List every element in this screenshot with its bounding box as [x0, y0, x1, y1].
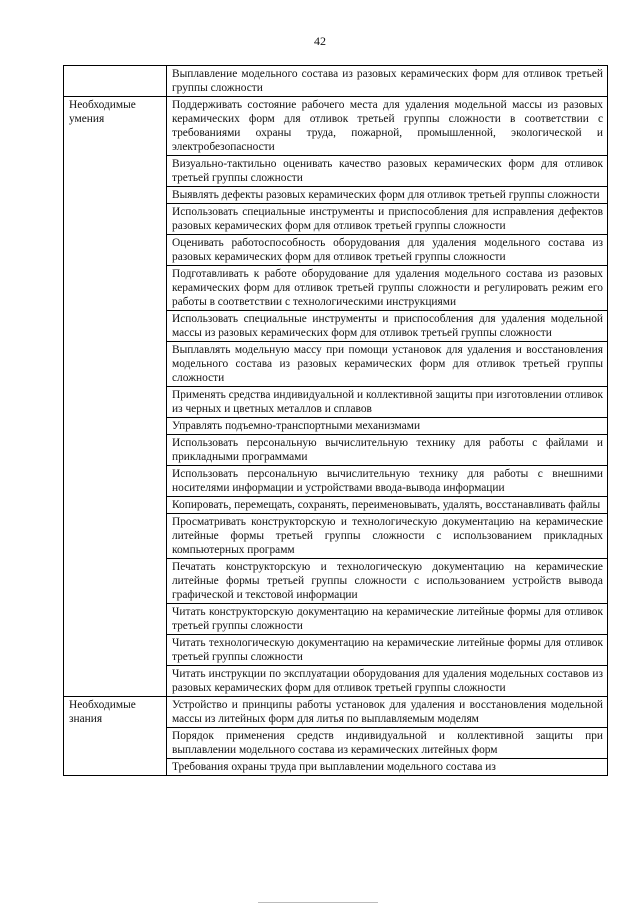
requirement-text: Требования охраны труда при выплавлении модельного состава из	[167, 759, 608, 776]
requirement-text: Выплавлять модельную массу при помощи установок для удаления и восстановления модельного состава из разовых керамических форм для отливок третьей группы сложности	[167, 342, 608, 387]
requirement-text: Использовать персональную вычислительную технику для работы с внешними носителями информации и устройствами ввода-вывода информации	[167, 466, 608, 497]
requirement-text: Использовать персональную вычислительную технику для работы с файлами и прикладными программами	[167, 435, 608, 466]
requirement-text: Подготавливать к работе оборудование для удаления модельного состава из разовых керамических форм для отливок третьей группы сложности и регулировать режим его работы в соответствии с технологическими инструкциями	[167, 266, 608, 311]
requirement-text: Выплавление модельного состава из разовых керамических форм для отливок третьей группы сложности	[167, 66, 608, 97]
requirement-text: Читать технологическую документацию на керамические литейные формы для отливок третьей группы сложности	[167, 635, 608, 666]
requirement-text: Порядок применения средств индивидуальной и коллективной защиты при выплавлении модельного состава из керамических литейных форм	[167, 728, 608, 759]
requirement-text: Печатать конструкторскую и технологическую документацию на керамические литейные формы третьей группы сложности с использованием устройств вывода графической и текстовой информации	[167, 559, 608, 604]
requirement-text: Визуально-тактильно оценивать качество разовых керамических форм для отливок третьей группы сложности	[167, 156, 608, 187]
scan-artifact-line	[258, 902, 378, 903]
table-row	[64, 697, 608, 728]
requirement-text: Устройство и принципы работы установок для удаления и восстановления модельной массы из литейных форм для литья по выплавляемым моделям	[167, 697, 608, 728]
requirement-text: Поддерживать состояние рабочего места для удаления модельной массы из разовых керамических форм для отливок третьей группы сложности в соответствии с требованиями охраны труда, пожарной, промышленной, экологической и электробезопасности	[167, 97, 608, 156]
category-cell	[64, 66, 167, 97]
requirement-text: Использовать специальные инструменты и приспособления для удаления модельной массы из разовых керамических форм для отливок третьей группы сложности	[167, 311, 608, 342]
requirement-text: Просматривать конструкторскую и технологическую документацию на керамические литейные формы третьей группы сложности с использованием прикладных компьютерных программ	[167, 514, 608, 559]
requirement-text: Выявлять дефекты разовых керамических форм для отливок третьей группы сложности	[167, 187, 608, 204]
requirement-text: Оценивать работоспособность оборудования для удаления модельного состава из разовых керамических форм для отливок третьей группы сложности	[167, 235, 608, 266]
requirement-text: Читать инструкции по эксплуатации оборудования для удаления модельных составов из разовых керамических форм для отливок третьей группы сложности	[167, 666, 608, 697]
requirement-text: Копировать, перемещать, сохранять, переименовывать, удалять, восстанавливать файлы	[167, 497, 608, 514]
requirement-text: Применять средства индивидуальной и коллективной защиты при изготовлении отливок из черных и цветных металлов и сплавов	[167, 387, 608, 418]
category-cell: Необходимые знания	[64, 697, 167, 776]
category-cell: Необходимые умения	[64, 97, 167, 697]
requirement-text: Управлять подъемно-транспортными механизмами	[167, 418, 608, 435]
table-row	[64, 66, 608, 97]
requirements-table	[63, 65, 608, 776]
requirement-text: Читать конструкторскую документацию на керамические литейные формы для отливок третьей группы сложности	[167, 604, 608, 635]
requirement-text: Использовать специальные инструменты и приспособления для исправления дефектов разовых керамических форм для отливок третьей группы сложности	[167, 204, 608, 235]
page-number: 42	[314, 34, 326, 48]
table-row	[64, 97, 608, 156]
